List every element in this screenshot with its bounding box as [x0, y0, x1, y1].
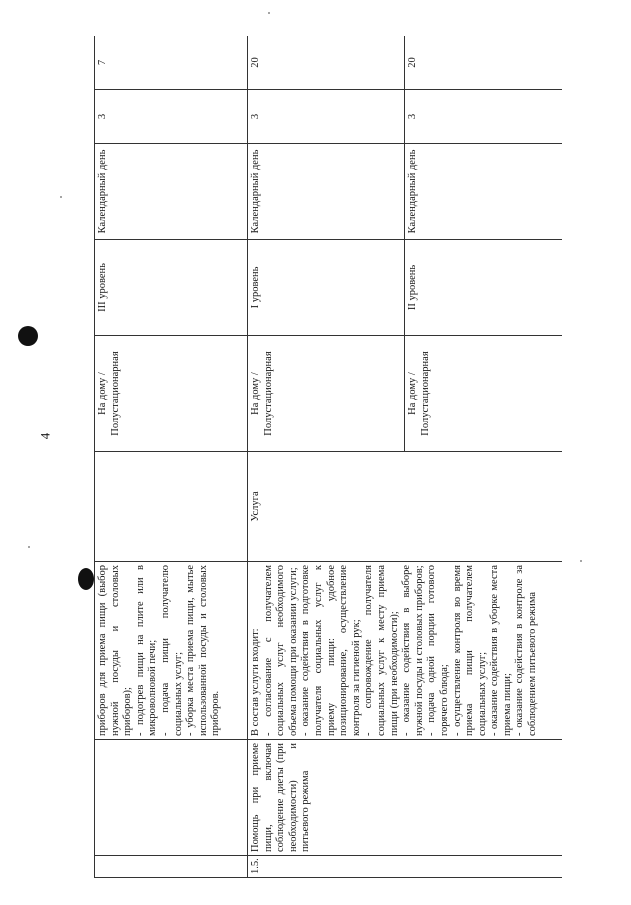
- cell-unit: Календарный день: [95, 144, 248, 240]
- cell-number: 1.5.: [248, 856, 563, 878]
- scan-speck: [580, 560, 582, 562]
- cell-name-empty: [95, 740, 248, 856]
- desc-line: - согласование с получателем социальных услуг необходимого объема помощи при оказании услуги;: [262, 565, 299, 736]
- scan-speck: [268, 12, 270, 14]
- cell-level: II уровень: [405, 240, 563, 336]
- cell-level: III уровень: [95, 240, 248, 336]
- scan-speck: [28, 546, 30, 548]
- desc-line: - оказание содействия в подготовке получателя социальных услуг к приему пищи: удобное позиционирование, осуществление контроля за гигиеной рук;: [300, 565, 362, 736]
- cell-form: На дому / Полустационарная: [95, 336, 248, 452]
- cell-quantity: 3: [248, 90, 405, 144]
- table-row-main-1: [248, 36, 405, 878]
- desc-line: - сопровождение получателя социальных услуг к месту приема пищи (при необходимости);: [363, 565, 400, 736]
- rotated-table-canvas: [94, 36, 562, 878]
- cell-total: 20: [248, 36, 405, 90]
- punch-hole-bottom: [78, 568, 94, 590]
- cell-number-empty: [95, 856, 248, 878]
- cell-description: [248, 562, 563, 740]
- cell-type-empty: [95, 452, 248, 562]
- desc-line: - подача пищи получателю социальных услуг;: [159, 565, 184, 736]
- services-table: [94, 36, 562, 878]
- cell-form: На дому / Полустационарная: [405, 336, 563, 452]
- desc-line: - подогрев пищи на плите или в микроволновой печи;: [134, 565, 159, 736]
- cell-unit: Календарный день: [405, 144, 563, 240]
- desc-line: - осуществление контроля во время приема пищи получателем социальных услуг;: [451, 565, 488, 736]
- cell-description-prev: [95, 562, 248, 740]
- desc-line: В состав услуги входит:: [250, 628, 261, 736]
- punch-hole-top: [18, 326, 38, 346]
- desc-line: приборов для приема пищи (выбор нужной посуды и столовых приборов);: [97, 565, 134, 736]
- cell-total: 7: [95, 36, 248, 90]
- cell-level: I уровень: [248, 240, 405, 336]
- desc-line: - подача одной порции готового горячего блюда;: [426, 565, 450, 736]
- desc-line: - оказание содействия в уборке места приема пищи;: [489, 565, 513, 736]
- desc-line: - оказание содействия в контроле за соблюдением питьевого режима: [514, 565, 539, 736]
- cell-form: На дому / Полустационарная: [248, 336, 405, 452]
- table-row-prev: [95, 36, 248, 878]
- scan-speck: [60, 196, 62, 198]
- cell-quantity: 3: [405, 90, 563, 144]
- page-number: 4: [37, 432, 53, 440]
- cell-name: Помощь при приеме пищи, включая соблюдение диеты (при необходимости) и питьевого режима: [248, 740, 563, 856]
- cell-type: Услуга: [248, 452, 563, 562]
- cell-total: 20: [405, 36, 563, 90]
- cell-quantity: 3: [95, 90, 248, 144]
- cell-unit: Календарный день: [248, 144, 405, 240]
- desc-line: - уборка места приема пищи, мытье использованной посуды и столовых приборов.: [185, 565, 222, 736]
- desc-line: - оказание содействия в выборе нужной посуды и столовых приборов;: [401, 565, 425, 736]
- table-viewport: [94, 36, 562, 878]
